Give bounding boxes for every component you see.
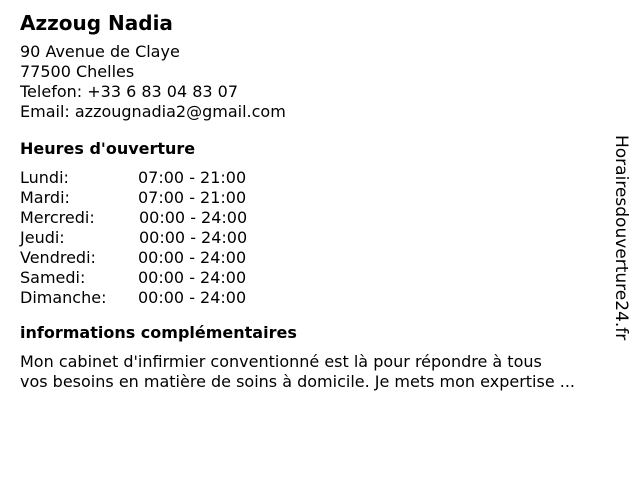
hours-day: Vendredi:	[20, 248, 96, 267]
hours-row-saturday	[20, 268, 610, 288]
hours-day: Mercredi:	[20, 208, 95, 227]
hours-time: 00:00 - 24:00	[138, 248, 247, 267]
hours-day: Dimanche:	[20, 288, 107, 307]
hours-time: 07:00 - 21:00	[138, 168, 247, 187]
opening-hours-title: Heures d'ouverture	[20, 139, 196, 158]
hours-row-tuesday	[20, 188, 610, 208]
site-watermark: Horairesdouverture24.fr	[611, 135, 631, 341]
address-street: 90 Avenue de Claye	[20, 42, 180, 61]
business-card	[20, 10, 610, 392]
additional-info-title: informations complémentaires	[20, 323, 297, 342]
hours-time: 00:00 - 24:00	[138, 288, 247, 307]
contact-block	[20, 42, 610, 122]
hours-row-monday	[20, 168, 610, 188]
opening-hours-table	[20, 168, 610, 308]
additional-info-line-1: Mon cabinet d'infirmier conventionné est là pour répondre à tous	[20, 352, 542, 371]
hours-row-wednesday	[20, 208, 610, 228]
additional-info-line-2: vos besoins en matière de soins à domicile. Je mets mon expertise ...	[20, 372, 576, 391]
hours-day: Lundi:	[20, 168, 69, 187]
hours-time: 00:00 - 24:00	[139, 208, 248, 227]
address-city: 77500 Chelles	[20, 62, 135, 81]
hours-day: Samedi:	[20, 268, 86, 287]
hours-row-friday	[20, 248, 610, 268]
hours-row-sunday	[20, 288, 610, 308]
hours-row-thursday	[20, 228, 610, 248]
hours-time: 00:00 - 24:00	[138, 268, 247, 287]
business-name: Azzoug Nadia	[20, 11, 173, 35]
phone-number: Telefon: +33 6 83 04 83 07	[20, 82, 239, 101]
hours-time: 07:00 - 21:00	[138, 188, 247, 207]
additional-info-text	[20, 352, 635, 392]
email-address: Email: azzougnadia2@gmail.com	[20, 102, 286, 121]
hours-day: Jeudi:	[20, 228, 65, 247]
hours-time: 00:00 - 24:00	[139, 228, 248, 247]
hours-day: Mardi:	[20, 188, 70, 207]
